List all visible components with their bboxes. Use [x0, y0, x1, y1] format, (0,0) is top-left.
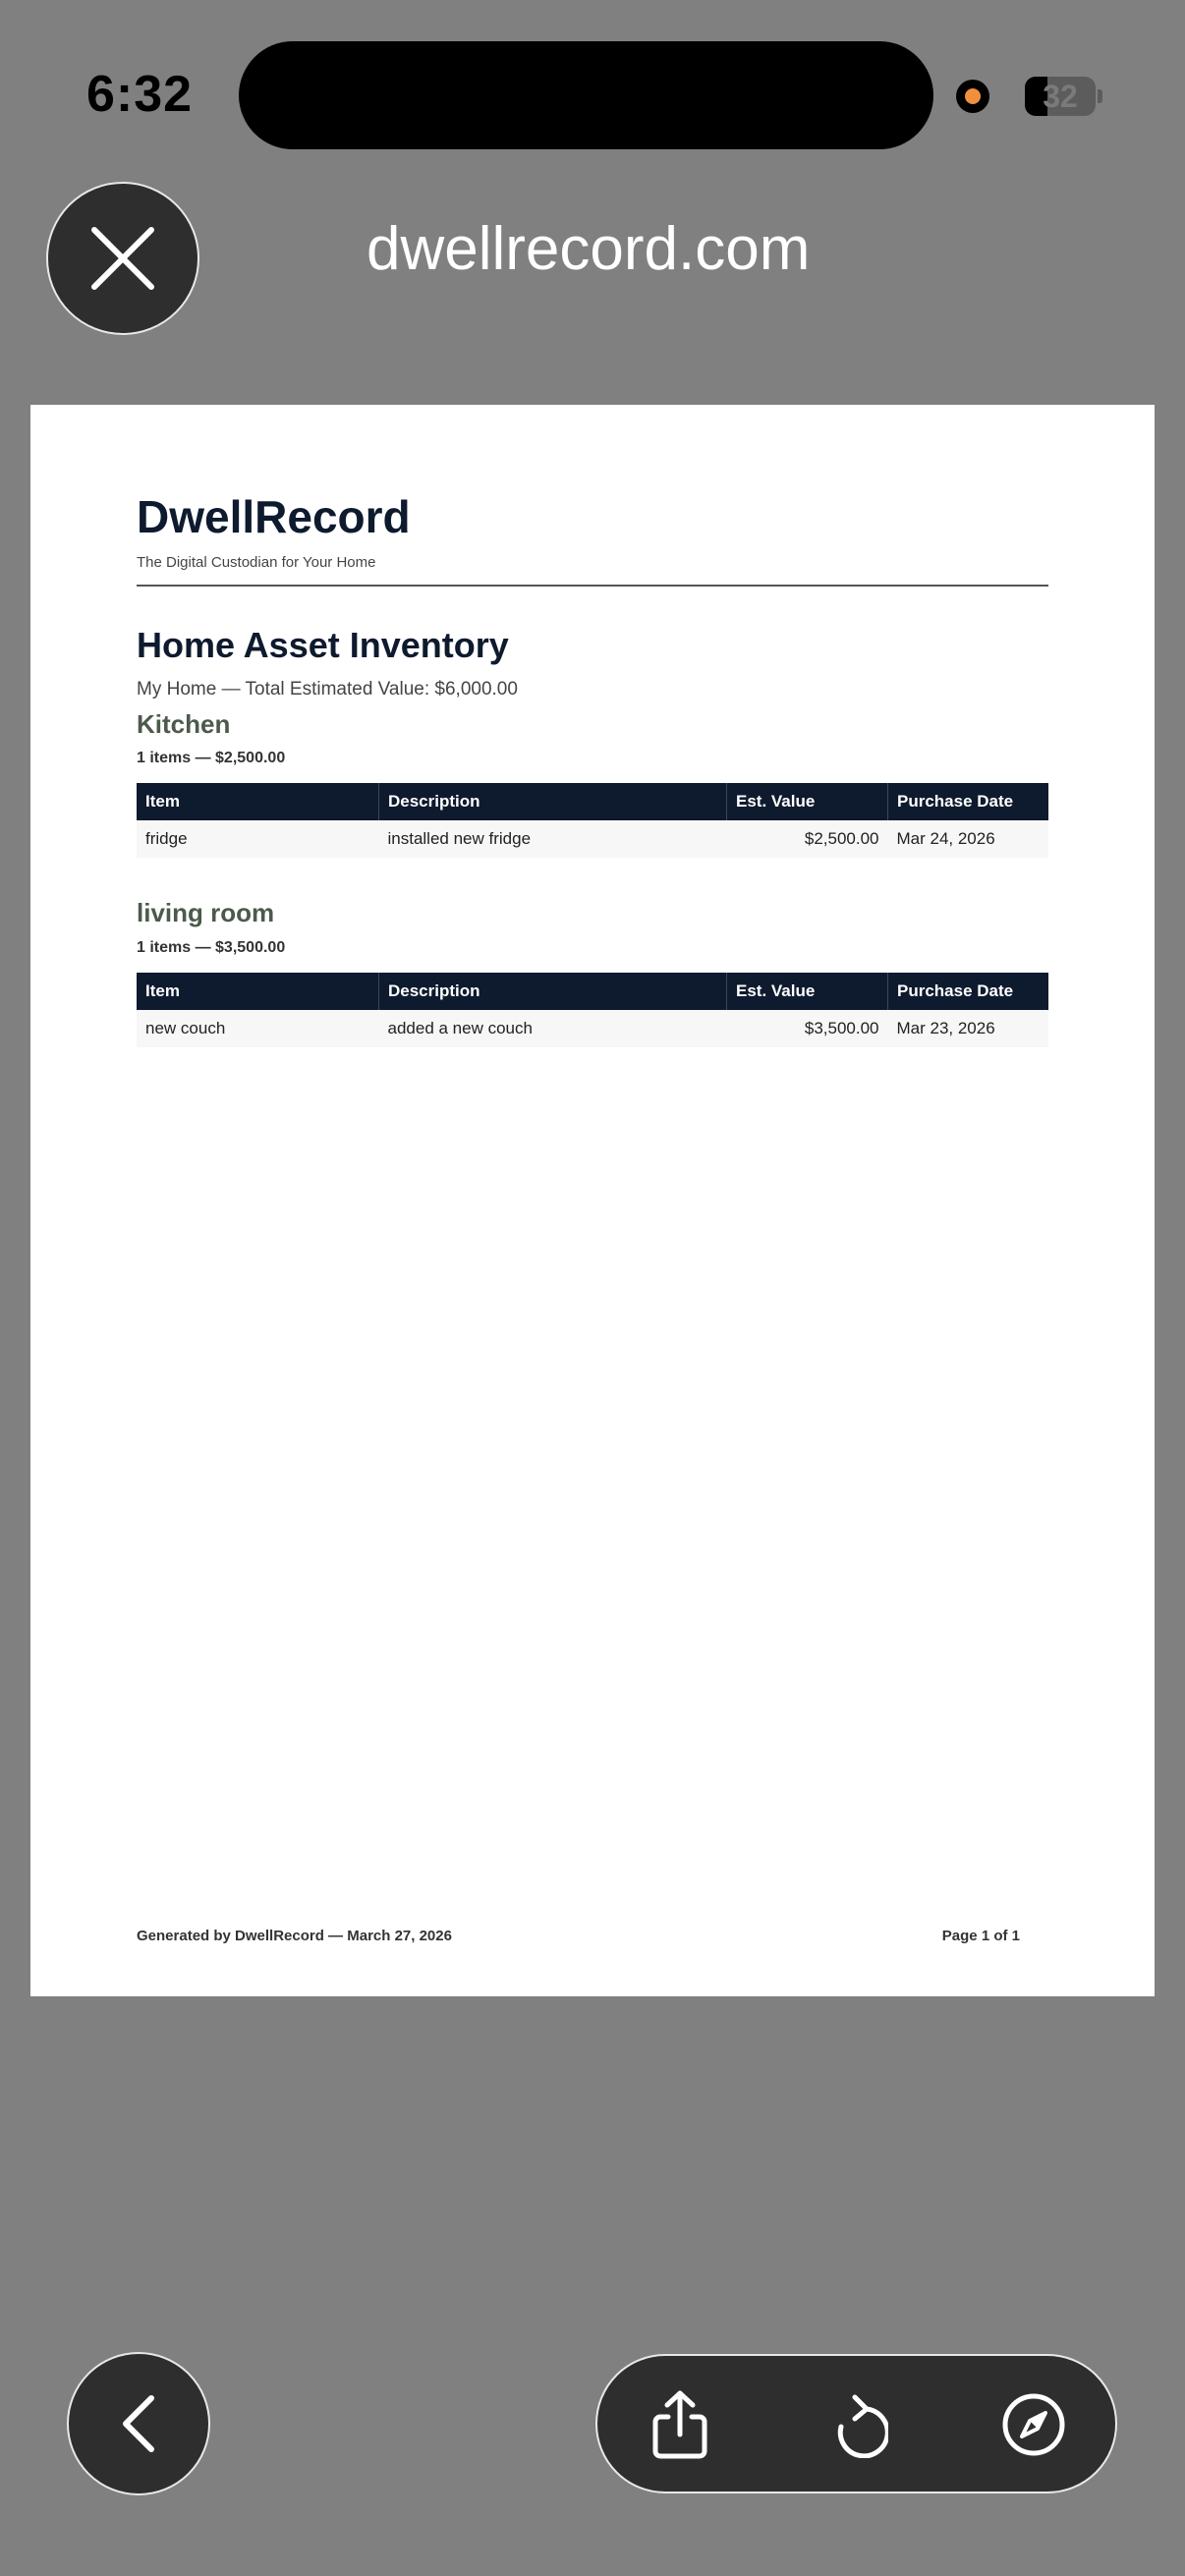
battery-icon: [1025, 77, 1096, 116]
document-footer-generated: Generated by DwellRecord — March 27, 2026: [137, 1928, 452, 1944]
table-row: [137, 820, 1048, 858]
room-title: Kitchen: [137, 708, 231, 739]
table-row: [137, 1010, 1048, 1047]
cell-description: added a new couch: [379, 1010, 727, 1047]
back-button[interactable]: [67, 2352, 210, 2495]
column-header-value: Est. Value: [727, 783, 888, 820]
dynamic-island: [239, 41, 933, 149]
share-icon: [649, 2389, 711, 2460]
close-icon: [88, 224, 157, 293]
chevron-left-icon: [114, 2392, 163, 2455]
inventory-table: [137, 973, 1048, 1047]
header-divider: [137, 585, 1048, 587]
room-section: [137, 899, 1048, 1047]
share-button[interactable]: [629, 2374, 731, 2476]
column-header-description: Description: [379, 973, 727, 1010]
cell-description: installed new fridge: [379, 820, 727, 858]
document-content: [137, 493, 1048, 1047]
pdf-document[interactable]: [30, 405, 1155, 1996]
cell-date: Mar 23, 2026: [888, 1010, 1049, 1047]
open-in-browser-button[interactable]: [983, 2374, 1085, 2476]
column-header-date: Purchase Date: [888, 973, 1049, 1010]
column-header-value: Est. Value: [727, 973, 888, 1010]
brand-tagline: The Digital Custodian for Your Home: [137, 554, 376, 572]
battery-cap: [1098, 89, 1102, 103]
site-title: dwellrecord.com: [367, 215, 811, 283]
table-header-row: [137, 973, 1048, 1010]
browser-toolbar: [595, 2354, 1117, 2493]
reload-icon: [825, 2391, 888, 2458]
room-summary: 1 items — $3,500.00: [137, 939, 286, 957]
cell-value: $3,500.00: [727, 1010, 888, 1047]
room-title: living room: [137, 898, 275, 928]
cell-item: new couch: [137, 1010, 379, 1047]
column-header-description: Description: [379, 783, 727, 820]
cell-item: fridge: [137, 820, 379, 858]
cell-date: Mar 24, 2026: [888, 820, 1049, 858]
inventory-summary: My Home — Total Estimated Value: $6,000.00: [137, 678, 518, 700]
table-header-row: [137, 783, 1048, 820]
compass-icon: [1000, 2391, 1067, 2458]
close-button[interactable]: [46, 182, 199, 335]
battery-percentage: 32: [1043, 78, 1078, 114]
document-title: Home Asset Inventory: [137, 625, 509, 666]
inventory-table: [137, 783, 1048, 858]
column-header-date: Purchase Date: [888, 783, 1049, 820]
cell-value: $2,500.00: [727, 820, 888, 858]
room-summary: 1 items — $2,500.00: [137, 750, 286, 767]
recording-indicator-icon: [956, 80, 989, 113]
column-header-item: Item: [137, 973, 379, 1010]
document-footer-page: Page 1 of 1: [941, 1928, 1020, 1944]
reload-button[interactable]: [806, 2374, 908, 2476]
room-section: [137, 710, 1048, 859]
brand-name: DwellRecord: [137, 491, 411, 542]
status-time: 6:32: [86, 66, 194, 123]
column-header-item: Item: [137, 783, 379, 820]
